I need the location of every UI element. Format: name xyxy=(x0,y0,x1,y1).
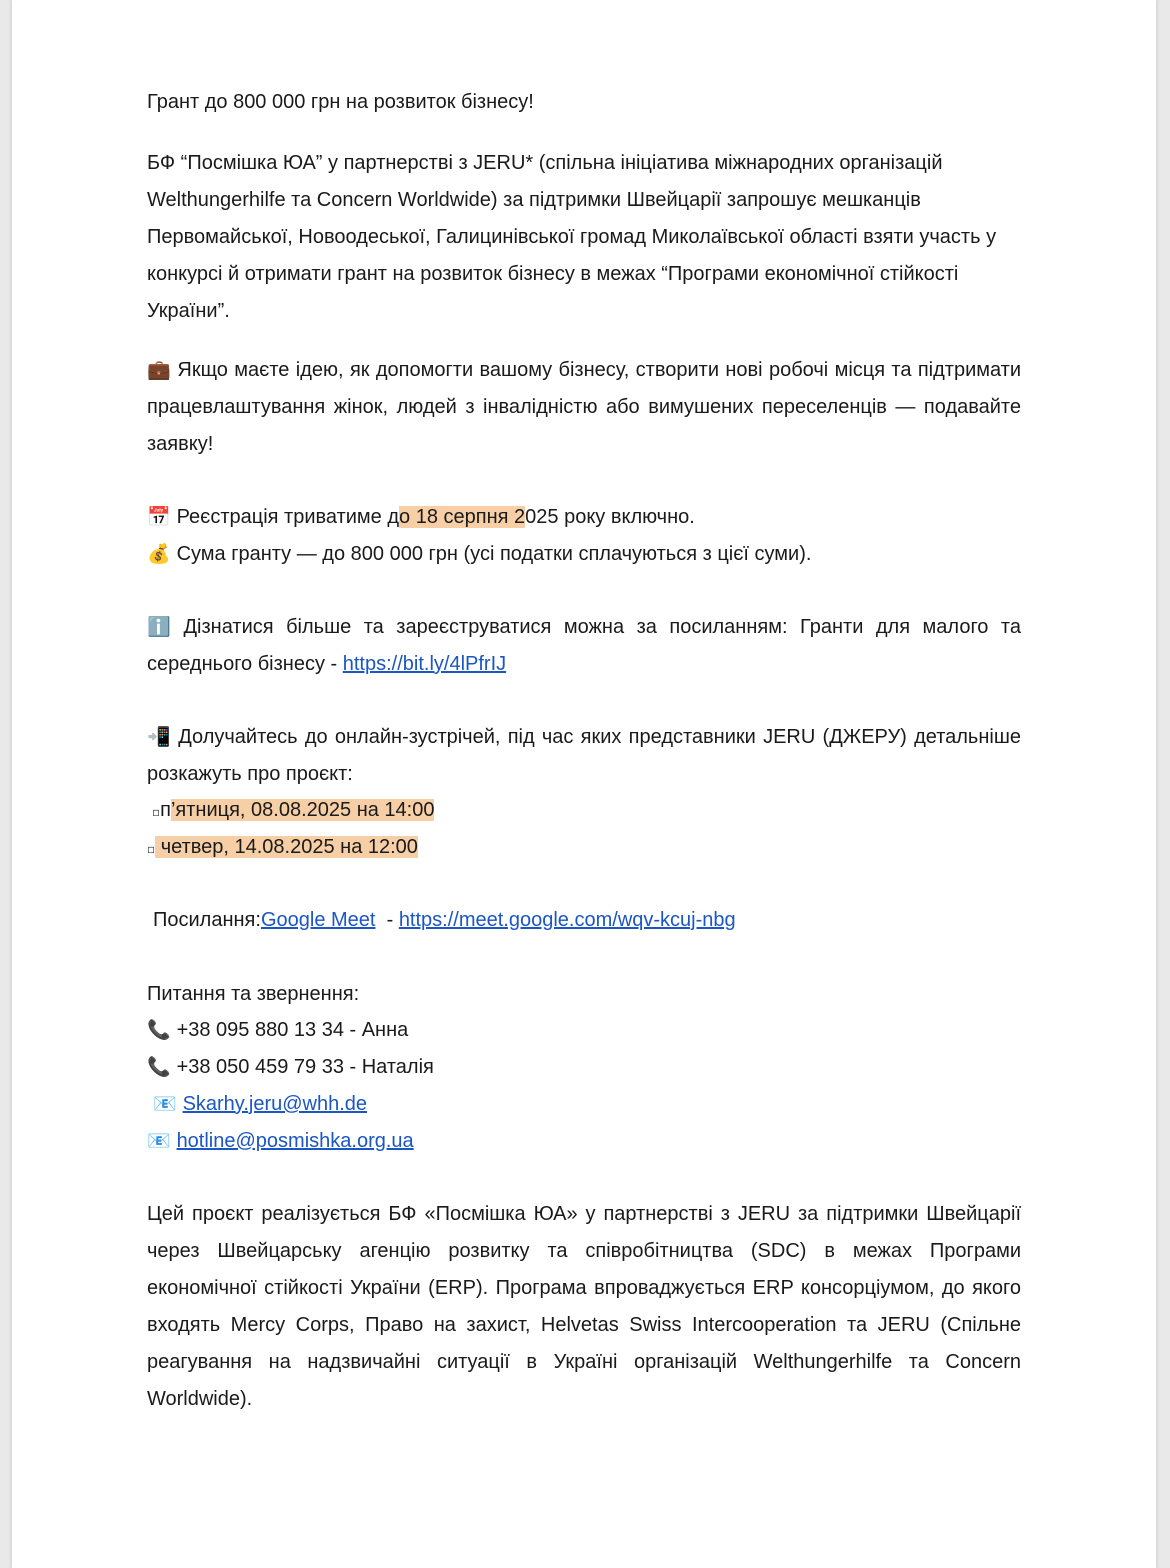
meeting-item-1-pre: п xyxy=(160,799,171,821)
registration-line xyxy=(147,499,1021,536)
idea-paragraph xyxy=(147,352,1021,463)
amount-line xyxy=(147,536,1021,573)
registration-text-before: Реєстрація триватиме д xyxy=(176,506,400,528)
phone-icon: 📞 xyxy=(147,1056,171,1078)
bitly-link[interactable]: https://bit.ly/4lPfrIJ xyxy=(342,653,507,675)
email-icon: 📧 xyxy=(147,1130,171,1152)
amount-text: Сума гранту — до 800 000 грн (усі податки сплачуються з цієї суми). xyxy=(176,543,812,565)
money-bag-icon: 💰 xyxy=(147,543,171,565)
registration-date-highlight: о 18 серпня 2 xyxy=(399,506,526,528)
page-title: Грант до 800 000 грн на розвиток бізнесу! xyxy=(147,91,534,113)
registration-text-after: 025 року включно. xyxy=(525,506,695,528)
calendar-icon: 📅 xyxy=(147,506,171,528)
contacts-title: Питання та звернення: xyxy=(147,983,360,1005)
email-link-posmishka[interactable]: hotline@posmishka.org.ua xyxy=(176,1130,414,1152)
mobile-phone-arrow-icon: 📲 xyxy=(147,726,171,748)
meeting-item-1 xyxy=(152,792,1026,831)
google-meet-link[interactable]: Google Meet xyxy=(260,909,376,931)
briefcase-icon: 💼 xyxy=(147,359,171,381)
meetings-paragraph xyxy=(147,719,1021,793)
meet-link-line xyxy=(153,902,1027,939)
meeting-item-2-date: четвер, 14.08.2025 на 12:00 xyxy=(155,836,418,858)
contact-email-1 xyxy=(153,1086,1027,1123)
phone-icon: 📞 xyxy=(147,1019,171,1041)
meet-link-separator: - xyxy=(375,909,399,931)
contact-email-2 xyxy=(147,1123,1021,1160)
footer-paragraph: Цей проєкт реалізується БФ «Посмішка ЮА» у партнерстві з JERU за підтримки Швейцарії через Швейцарську агенцію розвитку та співробітництва (SDC) в межах Програми економічної стійкості України (ERP). Програма впроваджується ERP консорціумом, до якого входять Mercy Corps, Право на захист, Helvetas Swiss Intercooperation та JERU (Спільне реагування на надзвичайні ситуації в Україні організацій Welthungerhilfe та Concern Worldwide). xyxy=(147,1203,1021,1410)
meet-url-link[interactable]: https://meet.google.com/wqv-kcuj-nbg xyxy=(398,909,736,931)
bullet-icon: ▫ xyxy=(147,842,156,856)
intro-paragraph: БФ “Посмішка ЮА” у партнерстві з JERU* (спільна ініціатива міжнародних організацій Welthungerhilfe та Concern Worldwide) за підтримки Швейцарії запрошує мешканців Первомайської, Новоодеської, Галицинівської громад Миколаївської області взяти участь у конкурсі й отримати грант на розвиток бізнесу в межах “Програми економічної стійкості України”. xyxy=(147,152,997,322)
document-page xyxy=(12,0,1156,1568)
contact-phone-1 xyxy=(147,1012,1021,1049)
info-paragraph xyxy=(147,609,1021,683)
meeting-item-1-date: ’ятниця, 08.08.2025 на 14:00 xyxy=(170,799,435,821)
email-link-whh[interactable]: Skarhy.jeru@whh.de xyxy=(182,1093,368,1115)
contact-phone-2-text: +38 050 459 79 33 - Наталія xyxy=(176,1056,434,1078)
meet-link-label: Посилання: xyxy=(153,909,261,931)
info-icon: ℹ️ xyxy=(147,616,171,638)
meetings-text: Долучайтесь до онлайн-зустрічей, під час яких представники JERU (ДЖЕРУ) детальніше розкажуть про проєкт: xyxy=(147,726,1022,785)
meeting-item-2 xyxy=(147,829,1021,868)
bullet-icon: ▫ xyxy=(152,805,161,819)
contact-phone-1-text: +38 095 880 13 34 - Анна xyxy=(176,1019,409,1041)
contact-phone-2 xyxy=(147,1049,1021,1086)
idea-text: Якщо маєте ідею, як допомогти вашому бізнесу, створити нові робочі місця та підтримати працевлаштування жінок, людей з інвалідністю або вимушених переселенців — подавайте заявку! xyxy=(147,359,1022,455)
info-text: Дізнатися більше та зареєструватися можна за посиланням: Гранти для малого та середнього бізнесу - xyxy=(147,616,1021,675)
email-icon: 📧 xyxy=(153,1093,177,1115)
